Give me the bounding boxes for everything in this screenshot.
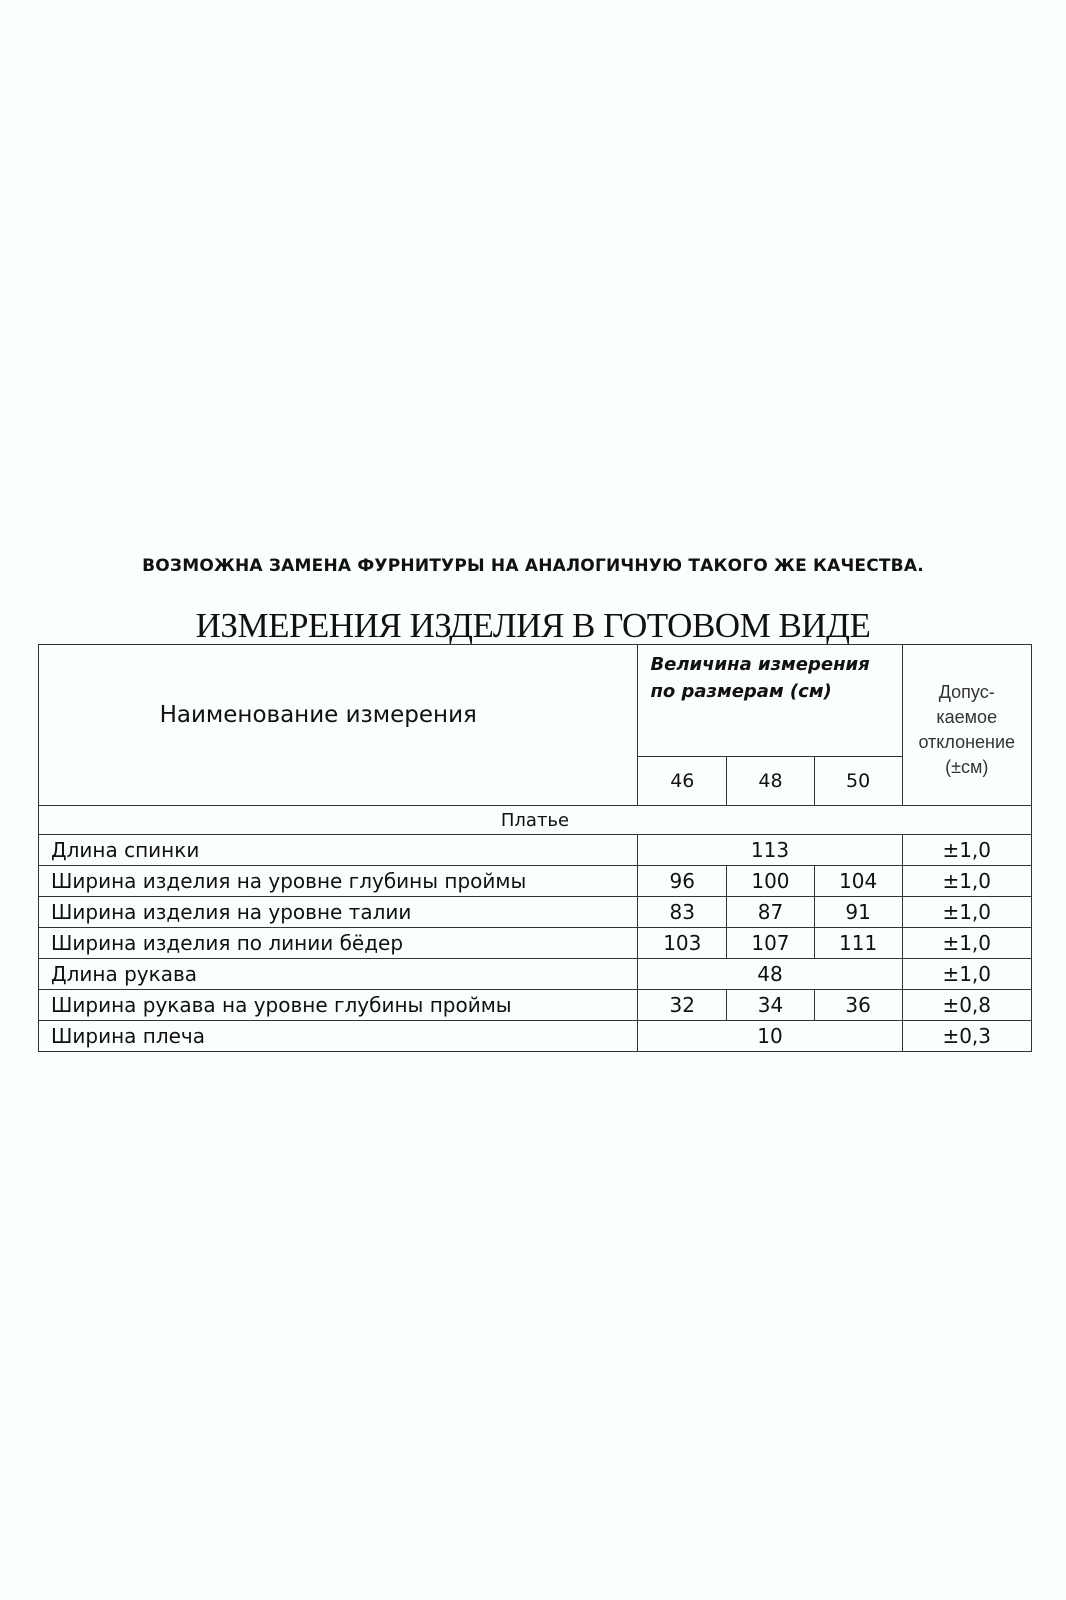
header-measurement-value: Величина измерения по размерам (см) <box>638 645 902 757</box>
header-tolerance-line: каемое <box>936 707 998 727</box>
measurement-name: Ширина изделия на уровне глубины проймы <box>39 866 638 897</box>
section-label: Платье <box>39 806 1032 835</box>
tolerance-value: ±1,0 <box>902 959 1032 990</box>
tolerance-value: ±1,0 <box>902 928 1032 959</box>
header-tolerance-line: Допус- <box>938 682 995 702</box>
table-row <box>39 1021 1032 1052</box>
measurement-name: Длина спинки <box>39 835 638 866</box>
measurement-value: 10 <box>638 1021 902 1052</box>
size-50: 50 <box>814 756 902 805</box>
hardware-replacement-notice: ВОЗМОЖНА ЗАМЕНА ФУРНИТУРЫ НА АНАЛОГИЧНУЮ ТАКОГО ЖЕ КАЧЕСТВА. <box>142 556 924 576</box>
tolerance-value: ±0,8 <box>902 990 1032 1021</box>
table-header-row <box>39 645 1032 757</box>
table-row <box>39 928 1032 959</box>
header-tolerance <box>902 645 1032 806</box>
section-row <box>39 806 1032 835</box>
table-row <box>39 959 1032 990</box>
measurement-value: 113 <box>638 835 902 866</box>
measurement-name: Длина рукава <box>39 959 638 990</box>
header-measurement-name: Наименование измерения <box>39 645 638 806</box>
size-48: 48 <box>727 756 815 805</box>
measurement-name: Ширина плеча <box>39 1021 638 1052</box>
measurement-value: 104 <box>814 866 902 897</box>
page-title: ИЗМЕРЕНИЯ ИЗДЕЛИЯ В ГОТОВОМ ВИДЕ <box>195 606 871 645</box>
table-row <box>39 866 1032 897</box>
measurement-value: 107 <box>727 928 815 959</box>
measurement-value: 103 <box>638 928 727 959</box>
measurement-value: 111 <box>814 928 902 959</box>
tolerance-value: ±1,0 <box>902 866 1032 897</box>
table-row <box>39 990 1032 1021</box>
measurement-name: Ширина рукава на уровне глубины проймы <box>39 990 638 1021</box>
table-row <box>39 835 1032 866</box>
header-tolerance-line: (±см) <box>945 757 989 777</box>
measurement-value: 32 <box>638 990 727 1021</box>
measurement-value: 100 <box>727 866 815 897</box>
measurement-value: 91 <box>814 897 902 928</box>
measurement-value: 83 <box>638 897 727 928</box>
measurement-value: 36 <box>814 990 902 1021</box>
tolerance-value: ±1,0 <box>902 897 1032 928</box>
table-row <box>39 897 1032 928</box>
measurements-table <box>38 644 1032 1052</box>
measurement-name: Ширина изделия по линии бёдер <box>39 928 638 959</box>
measurement-value: 34 <box>727 990 815 1021</box>
tolerance-value: ±0,3 <box>902 1021 1032 1052</box>
tolerance-value: ±1,0 <box>902 835 1032 866</box>
measurement-value: 87 <box>727 897 815 928</box>
header-tolerance-line: отклонение <box>918 732 1016 752</box>
size-46: 46 <box>638 756 727 805</box>
measurement-value: 96 <box>638 866 727 897</box>
measurement-value: 48 <box>638 959 902 990</box>
measurement-name: Ширина изделия на уровне талии <box>39 897 638 928</box>
